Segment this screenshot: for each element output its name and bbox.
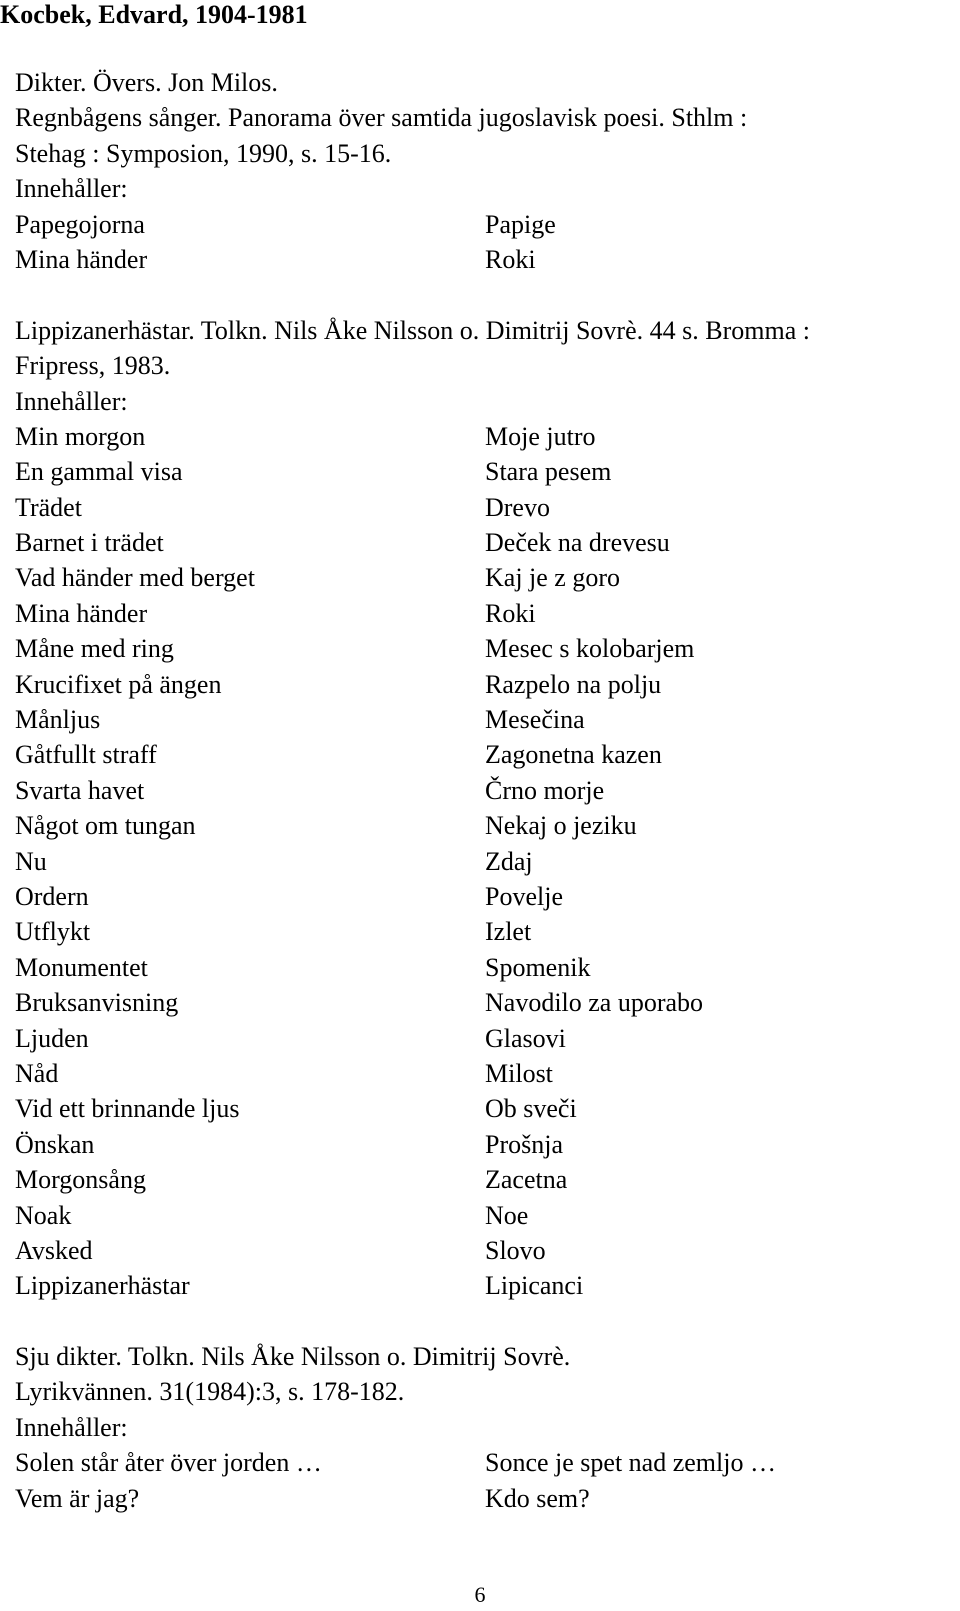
poem-title-slovenian: Zagonetna kazen (485, 740, 662, 770)
entry-line: Regnbågens sånger. Panorama över samtida jugoslavisk poesi. Sthlm : (15, 103, 748, 133)
poem-title-slovenian: Navodilo za uporabo (485, 988, 704, 1018)
entry-lippizanerhastar (15, 313, 945, 1304)
poem-title-slovenian: Milost (485, 1058, 553, 1088)
poem-title-swedish: Månljus (15, 705, 101, 735)
poem-row (15, 454, 945, 489)
poem-title-slovenian: Deček na drevesu (485, 528, 670, 558)
poem-row (15, 773, 945, 808)
poem-title-slovenian: Mesečina (485, 705, 585, 735)
poem-title-swedish: Utflykt (15, 917, 91, 947)
poem-title-swedish: Barnet i trädet (15, 528, 164, 558)
poem-list (15, 419, 945, 1304)
poem-title-swedish: Mina händer (15, 244, 148, 274)
contents-label: Innehåller: (15, 1412, 128, 1442)
poem-title-slovenian: Spomenik (485, 952, 591, 982)
poem-row (15, 879, 945, 914)
poem-title-slovenian: Lipicanci (485, 1271, 584, 1301)
poem-title-slovenian: Zdaj (485, 846, 533, 876)
entry-line: Lippizanerhästar. Tolkn. Nils Åke Nilsson o. Dimitrij Sovrè. 44 s. Bromma : (15, 315, 810, 345)
poem-title-swedish: Önskan (15, 1129, 95, 1159)
poem-row (15, 985, 945, 1020)
poem-title-slovenian: Sonce je spet nad zemljo … (485, 1448, 776, 1478)
entry-sju-dikter (15, 1339, 945, 1516)
poem-title-swedish: Vid ett brinnande ljus (15, 1094, 240, 1124)
poem-row (15, 1162, 945, 1197)
poem-title-swedish: Min morgon (15, 421, 146, 451)
poem-title-swedish: Trädet (15, 492, 82, 522)
poem-row (15, 702, 945, 737)
contents-label: Innehåller: (15, 174, 128, 204)
entry-dikter (15, 65, 945, 277)
poem-row (15, 1198, 945, 1233)
poem-row (15, 844, 945, 879)
poem-title-swedish: Gåtfullt straff (15, 740, 157, 770)
poem-row (15, 667, 945, 702)
poem-title-swedish: Nu (15, 846, 47, 876)
poem-list (15, 1445, 945, 1516)
poem-title-swedish: Morgonsång (15, 1165, 146, 1195)
poem-title-swedish: Nåd (15, 1058, 59, 1088)
poem-title-swedish: Lippizanerhästar (15, 1271, 190, 1301)
poem-title-slovenian: Razpelo na polju (485, 669, 662, 699)
poem-title-swedish: Solen står åter över jorden … (15, 1448, 322, 1478)
poem-row (15, 242, 945, 277)
poem-row (15, 207, 945, 242)
poem-title-slovenian: Noe (485, 1200, 529, 1230)
poem-title-swedish: Bruksanvisning (15, 988, 179, 1018)
poem-row (15, 808, 945, 843)
entry-line: Lyrikvännen. 31(1984):3, s. 178-182. (15, 1377, 405, 1407)
poem-row (15, 1268, 945, 1303)
poem-title-swedish: Mina händer (15, 598, 148, 628)
entry-line: Dikter. Övers. Jon Milos. (15, 68, 278, 97)
poem-title-swedish: Ljuden (15, 1023, 89, 1053)
poem-row (15, 1091, 945, 1126)
poem-title-slovenian: Stara pesem (485, 457, 612, 487)
poem-title-swedish: Vad händer med berget (15, 563, 255, 593)
poem-row (15, 1445, 945, 1480)
poem-title-swedish: Svarta havet (15, 775, 145, 805)
poem-title-slovenian: Roki (485, 598, 536, 628)
poem-row (15, 1021, 945, 1056)
poem-title-slovenian: Ob sveči (485, 1094, 577, 1124)
entry-gap (15, 277, 945, 312)
poem-row (15, 560, 945, 595)
poem-row (15, 631, 945, 666)
poem-title-slovenian: Kaj je z goro (485, 563, 621, 593)
poem-row (15, 1127, 945, 1162)
poem-row (15, 1233, 945, 1268)
poem-row (15, 914, 945, 949)
poem-title-slovenian: Kdo sem? (485, 1483, 590, 1513)
poem-title-slovenian: Črno morje (485, 775, 605, 805)
poem-title-slovenian: Nekaj o jeziku (485, 811, 637, 841)
poem-title-swedish: Vem är jag? (15, 1483, 140, 1513)
poem-title-slovenian: Papige (485, 209, 556, 239)
poem-title-swedish: En gammal visa (15, 457, 183, 487)
poem-title-swedish: Något om tungan (15, 811, 196, 841)
poem-row (15, 950, 945, 985)
poem-title-swedish: Måne med ring (15, 634, 174, 664)
bibliography-body (15, 65, 945, 1516)
page-number: 6 (474, 1582, 486, 1607)
poem-title-slovenian: Slovo (485, 1235, 546, 1265)
entry-line: Stehag : Symposion, 1990, s. 15-16. (15, 138, 392, 168)
poem-title-slovenian: Povelje (485, 881, 563, 911)
author-heading: Kocbek, Edvard, 1904-1981 (0, 0, 308, 29)
entry-line: Fripress, 1983. (15, 351, 171, 381)
poem-row (15, 525, 945, 560)
poem-row (15, 737, 945, 772)
poem-title-slovenian: Mesec s kolobarjem (485, 634, 695, 664)
poem-title-swedish: Krucifixet på ängen (15, 669, 222, 699)
contents-label: Innehåller: (15, 386, 128, 416)
poem-title-slovenian: Roki (485, 244, 536, 274)
poem-title-swedish: Monumentet (15, 952, 148, 982)
poem-title-slovenian: Izlet (485, 917, 532, 947)
poem-title-slovenian: Moje jutro (485, 421, 596, 451)
poem-row (15, 419, 945, 454)
entry-gap (15, 1304, 945, 1339)
poem-row (15, 1056, 945, 1091)
poem-row (15, 1481, 945, 1516)
poem-title-slovenian: Zacetna (485, 1165, 568, 1195)
entry-line: Sju dikter. Tolkn. Nils Åke Nilsson o. Dimitrij Sovrè. (15, 1342, 571, 1372)
poem-title-swedish: Noak (15, 1200, 72, 1230)
poem-title-swedish: Ordern (15, 881, 89, 911)
poem-row (15, 490, 945, 525)
poem-title-slovenian: Drevo (485, 492, 550, 522)
poem-title-swedish: Avsked (15, 1235, 93, 1265)
poem-title-slovenian: Glasovi (485, 1023, 566, 1053)
poem-row (15, 596, 945, 631)
poem-title-swedish: Papegojorna (15, 209, 145, 239)
poem-title-slovenian: Prošnja (485, 1129, 563, 1159)
poem-list (15, 207, 945, 278)
